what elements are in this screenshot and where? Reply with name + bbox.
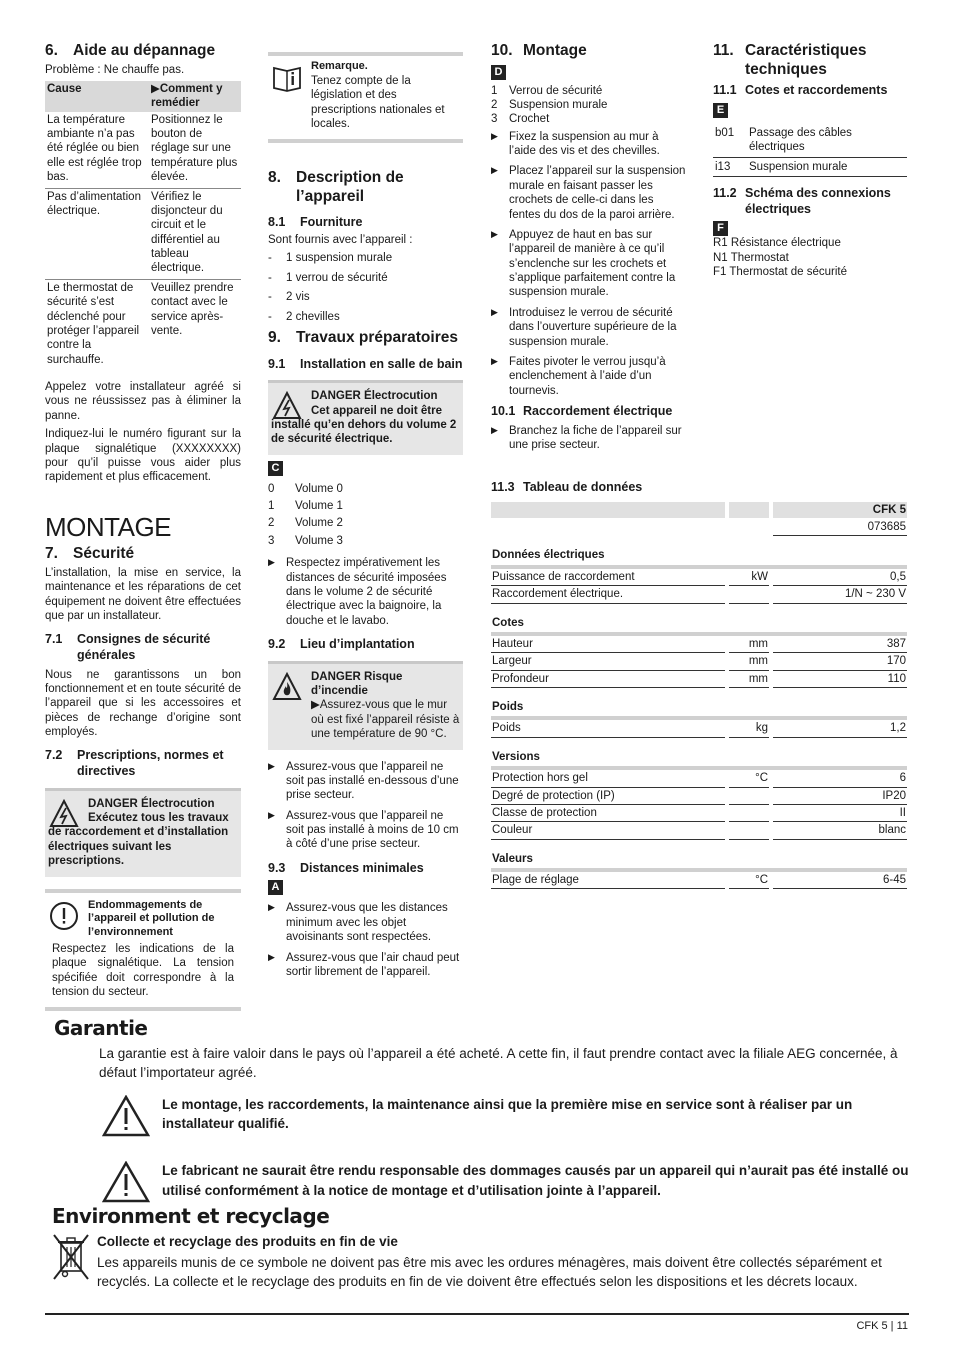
section-7-2-heading: 7.2 Prescriptions, normes et directives (45, 748, 224, 779)
list-item: ▶ Fixez la suspension au mur à l’aide des vis et des chevilles. (491, 130, 687, 159)
crossed-bin-icon (52, 1233, 90, 1281)
danger-box: DANGER Électrocution Cet appareil ne doit être installé qu’en dehors du volume 2 de sécurité électrique. (268, 380, 463, 455)
list-item: 2 Volume 2 (268, 517, 343, 530)
danger-box: DANGER Électrocution Exécutez tous les travaux de raccordement et d’installation électriques suivant les prescriptions. (45, 788, 241, 877)
data-table-section (491, 480, 907, 889)
problem-text: Problème : Ne chauffe pas. (45, 63, 185, 76)
list-item: ▶ Branchez la fiche de l’appareil sur une prise secteur. (491, 424, 687, 453)
figure-tag-d: D (491, 65, 506, 80)
bullet-list (491, 424, 687, 453)
section-10-heading: 10. Montage (491, 42, 587, 59)
th-remedy: ▶Comment y remédier (149, 81, 241, 112)
list-item: F1 Thermostat de sécurité (713, 265, 848, 278)
section-8-1-heading: 8.1 Fourniture (268, 215, 363, 230)
damage-box: Endommagements de l’appareil et pollution de l’environnement Respectez les indications de la plaque signalétique. La tension spécifiée doit correspondre à la tension du secteur. (45, 889, 241, 1012)
section-9-1-heading: 9.1 Installation en salle de bain (268, 356, 463, 371)
list-item: 2 Suspension murale (491, 98, 608, 111)
table-row: Plage de réglage °C 6-45 (491, 872, 907, 889)
warning-row (54, 1095, 914, 1141)
warning-icon (102, 1161, 150, 1203)
paragraph: L’installation, la mise en service, la maintenance et les réparations de cet équipement ne doivent être effectuées que par un installateur. (45, 566, 241, 622)
list-item: ▶ Introduisez le verrou de sécurité dans l’ouverture supérieure de la suspension murale. (491, 306, 687, 349)
section-7-heading: 7. Sécurité (45, 545, 135, 563)
list-item: - 2 vis (268, 290, 463, 304)
list-item: ▶ Appuyez de haut en bas sur l’appareil de manière à ce qu’il s’enclenche sur les crochets et s’applique parfaitement contre la suspension murale. (491, 228, 687, 300)
list-item: ▶ Assurez-vous que l’appareil ne soit pas installé en-dessous d’une prise secteur. (268, 760, 463, 803)
electrical-warning-icon (49, 799, 79, 829)
table-section-title: Données électriques (491, 546, 907, 568)
column-1 (45, 42, 241, 1011)
list-item: 3 Crochet (491, 113, 550, 126)
data-table (491, 502, 907, 890)
list-item: 1 Verrou de sécurité (491, 84, 603, 97)
model-name: CFK 5 (773, 502, 907, 519)
table-row (491, 519, 907, 536)
section-7-1-heading: 7.1 Consignes de sécurité générales (45, 632, 211, 662)
table-row: Le thermostat de sécurité s’est déclenché pour protéger l’appareil contre la surchauffe. Veuillez prendre contact avec le service après-vente. (47, 281, 234, 366)
table-row: Protection hors gel °C 6 (491, 770, 907, 787)
table-row: i13 Suspension murale (713, 157, 907, 176)
paragraph: Indiquez-lui le numéro figurant sur la plaque signalétique (XXXXXXXX) pour qu’il puisse vous aider plus rapidement et plus efficacement. (45, 428, 241, 484)
warning-text: Le montage, les raccordements, la maintenance ainsi que la première mise en service sont à réaliser par un installateur qualifié. (162, 1096, 853, 1132)
recycling-row (52, 1233, 912, 1292)
table-header-row (491, 502, 907, 519)
table-row: Profondeur mm 110 (491, 671, 907, 688)
warning-row (54, 1161, 914, 1207)
table-row: Couleur blanc (491, 822, 907, 839)
list-item: 0 Volume 0 (268, 482, 343, 495)
list-item: ▶ Assurez-vous que l’air chaud peut sortir librement de l’appareil. (268, 951, 463, 980)
figure-tag-f: F (713, 221, 728, 236)
parts-list (491, 84, 687, 127)
bullet-list (491, 130, 687, 398)
environment-title: Environment et recyclage (52, 1204, 330, 1228)
bullet-list (268, 901, 463, 979)
paragraph: Appelez votre installateur agréé si vous ne réussissez pas à éliminer la panne. (45, 381, 241, 422)
section-11-1-heading: 11.1 Cotes et raccordements (713, 83, 888, 98)
figure-tag-a: A (268, 880, 283, 895)
list-item: - 2 chevilles (268, 310, 463, 324)
table-section-title: Valeurs (491, 850, 907, 872)
footer-divider (45, 1313, 909, 1315)
bullet-list (268, 556, 463, 628)
section-11-3-heading: 11.3 Tableau de données (491, 480, 643, 494)
warning-icon (102, 1095, 150, 1137)
garantie-title: Garantie (54, 1016, 148, 1040)
montage-title: MONTAGE (45, 511, 172, 542)
table-row: Degré de protection (IP) IP20 (491, 788, 907, 805)
table-row: Largeur mm 170 (491, 653, 907, 670)
connections-table (713, 124, 907, 177)
column-4 (713, 42, 907, 279)
model-ref: 073685 (773, 519, 907, 536)
exclamation-icon (49, 901, 79, 931)
list-item: ▶ Respectez impérativement les distances de sécurité imposées dans le volume 2 de sécurité électrique avec la baignoire, la douche et le lavabo. (268, 556, 463, 628)
column-2 (268, 42, 463, 985)
list-item: ▶ Assurez-vous que l’appareil ne soit pas installé à moins de 10 cm à côté d’une prise secteur. (268, 809, 463, 852)
volume-list (268, 482, 463, 549)
table-section-title: Poids (491, 698, 907, 720)
recycling-subtitle: Collecte et recyclage des produits en fin de vie (97, 1234, 398, 1249)
section-11-2-heading: 11.2 Schéma des connexions électriques (713, 185, 891, 216)
table-row: Hauteur mm 387 (491, 636, 907, 653)
supply-list (268, 251, 463, 324)
list-item: N1 Thermostat (713, 251, 789, 264)
section-6-heading: 6. Aide au dépannage (45, 42, 216, 59)
table-row: Classe de protection II (491, 805, 907, 822)
section-8-heading: 8. Description de l’appareil (268, 169, 404, 205)
table-section-title: Cotes (491, 614, 907, 636)
troubleshooting-table (45, 81, 241, 370)
table-row: b01 Passage des câbles électriques (713, 124, 907, 157)
list-item: ▶ Faites pivoter le verrou jusqu’à enclenchement à l’aide d’un tournevis. (491, 355, 687, 398)
th-cause: Cause (45, 81, 149, 112)
fire-warning-icon (272, 672, 302, 702)
table-row: Poids kg 1,2 (491, 720, 907, 737)
list-item: ▶ Placez l’appareil sur la suspension murale en faisant passer les crochets de celle-ci dans les fentes du dos de la paroi arrière. (491, 164, 687, 222)
wiring-legend (713, 236, 907, 279)
paragraph: Sont fournis avec l’appareil : (268, 234, 413, 247)
list-item: 1 Volume 1 (268, 500, 343, 513)
paragraph: Nous ne garantissons un bon fonctionnement et en toute sécurité de l’appareil que si les accessoires et pièces de rechange d’origine sont employés. (45, 668, 241, 739)
list-item: 3 Volume 3 (268, 534, 343, 547)
table-row: Raccordement électrique. 1/N ~ 230 V (491, 586, 907, 603)
garantie-lead: La garantie est à faire valoir dans le pays où l’appareil a été acheté. A cette fin, il faut prendre contact avec la filiale AEG concernée, à défaut l’importateur agréé. (99, 1046, 898, 1080)
garantie-section (54, 1016, 914, 1208)
fire-danger-box: DANGER Risque d’incendie ▶Assurez-vous que le mur où est fixé l’appareil résiste à une température de 90 °C. (268, 661, 463, 750)
figure-tag-e: E (713, 103, 728, 118)
recycling-text: Les appareils munis de ce symbole ne doivent pas être mis avec les ordures ménagères, mais doivent être collectés séparément et recyclés. La collecte et le recyclage des produits en fin de vie doivent être effectués selon les dispositions et les décrets locaux. (97, 1254, 882, 1289)
section-9-heading: 9. Travaux préparatoires (268, 328, 458, 346)
table-row: La température ambiante n’a pas été réglée ou bien elle est réglée trop bas. Positionnez le bouton de réglage sur une température plus élevée. (45, 112, 241, 188)
info-book-icon (272, 62, 302, 92)
table-row: Pas d’alimentation électrique. Vérifiez le disjoncteur du circuit et le différentiel au tableau électrique. (45, 188, 241, 279)
list-item: ▶ Assurez-vous que les distances minimum avec les objet avoisinants sont respectées. (268, 901, 463, 944)
table-row: Puissance de raccordement kW 0,5 (491, 569, 907, 586)
environment-section (52, 1204, 912, 1292)
section-10-1-heading: 10.1 Raccordement électrique (491, 404, 673, 419)
warning-text: Le fabricant ne saurait être rendu responsable des dommages causés par un appareil qui n’aurait pas été installé ou utilisé conformément à la notice de montage et d’utilisation jointe à l’appareil. (162, 1163, 909, 1198)
bullet-list (268, 760, 463, 852)
electrical-warning-icon (272, 391, 302, 421)
section-9-3-heading: 9.3 Distances minimales (268, 860, 424, 875)
page-footer: CFK 5 | 11 (856, 1320, 908, 1332)
section-9-2-heading: 9.2 Lieu d’implantation (268, 637, 415, 652)
table-section-title: Versions (491, 748, 907, 770)
note-box: Remarque. Tenez compte de la législation et des prescriptions nationales et locales. (268, 52, 463, 143)
section-11-heading: 11. Caractéristiques techniques (713, 42, 867, 78)
column-3 (491, 42, 687, 458)
list-item: - 1 verrou de sécurité (268, 271, 463, 285)
figure-tag-c: C (268, 461, 283, 476)
list-item: - 1 suspension murale (268, 251, 463, 265)
list-item: R1 Résistance électrique (713, 237, 841, 250)
